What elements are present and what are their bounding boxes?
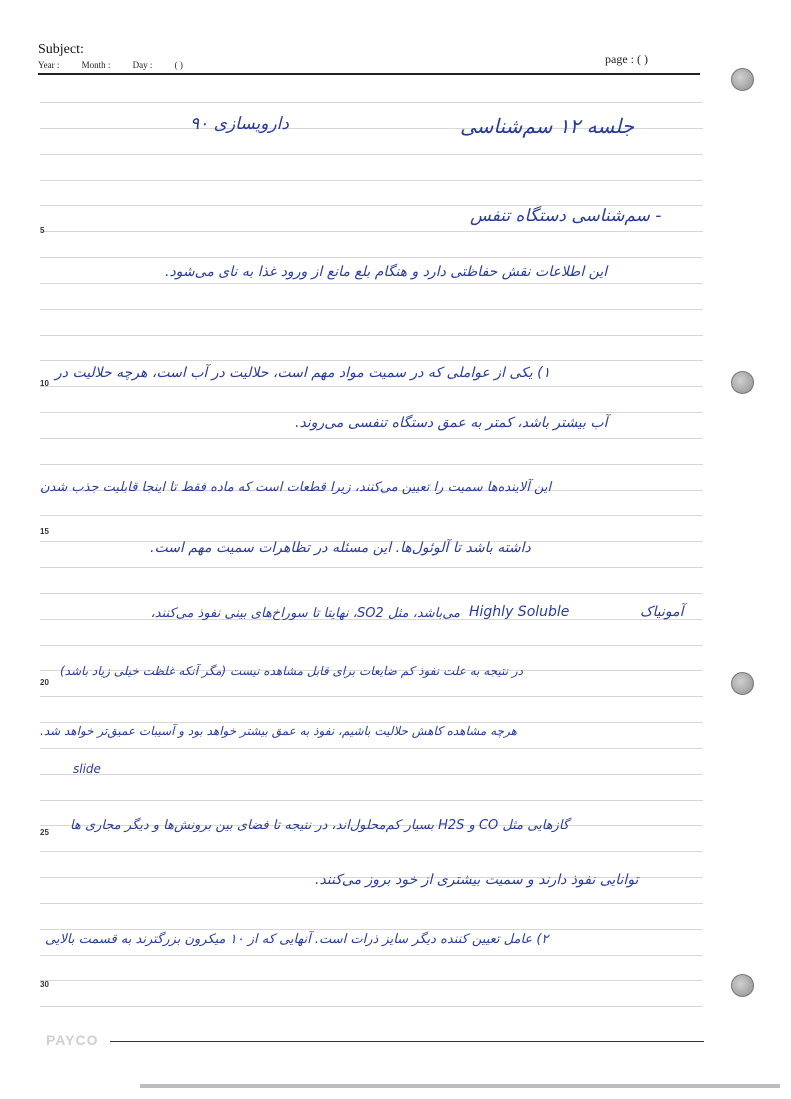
ruled-line — [40, 438, 703, 439]
ruled-line — [40, 386, 703, 387]
ruled-line — [40, 360, 703, 361]
handwritten-date: دارویسازی ۹۰ — [190, 114, 289, 134]
binder-hole — [731, 68, 754, 91]
line-number-10: 10 — [40, 379, 49, 388]
line-number-20: 20 — [40, 678, 49, 687]
subject-label: Subject: — [38, 42, 84, 57]
ruled-line — [40, 774, 703, 775]
year-label: Year : — [38, 60, 60, 70]
handwritten-line: ۱) یکی از عواملی که در سمیت مواد مهم است، حلالیت در آب است، هرچه حلالیت در — [55, 365, 551, 381]
ruled-line — [40, 593, 703, 594]
binder-hole — [731, 974, 754, 997]
handwritten-line: گازهایی مثل CO و H2S بسیار کم‌محلول‌اند، در نتیجه تا فضای بین برونش‌ها و دیگر مجاری ها — [70, 818, 569, 833]
handwritten-line: ۲) عامل تعیین کننده دیگر سایز ذرات است. آنهایی که از ۱۰ میکرون بزرگترند به قسمت بالایی — [45, 932, 549, 947]
ruled-line — [40, 309, 703, 310]
ruled-line — [40, 1006, 703, 1007]
ruled-line — [40, 955, 703, 956]
handwritten-line: داشته باشد تا آلوئول‌ها. این مسئله در تظاهرات سمیت مهم است. — [150, 540, 531, 556]
ruled-line — [40, 412, 703, 413]
ruled-line — [40, 696, 703, 697]
ruled-line — [40, 464, 703, 465]
line-number-30: 30 — [40, 980, 49, 989]
handwritten-line: می‌باشد، مثل SO2، نهایتاً تا سوراخ‌های بینی نفوذ می‌کنند، — [150, 606, 460, 621]
handwritten-line: این اطلاعات نقش حفاظتی دارد و هنگام بلع مانع از ورود غذا به نای می‌شود. — [165, 264, 608, 280]
handwritten-note-slide: slide — [73, 762, 101, 776]
ruled-line — [40, 283, 703, 284]
day-parens: ( ) — [174, 60, 183, 70]
ruled-line — [40, 722, 703, 723]
handwritten-word: آمونیاک — [640, 604, 684, 620]
month-label: Month : — [81, 60, 111, 70]
handwritten-line: آب بیشتر باشد، کمتر به عمق دستگاه تنفسی می‌روند. — [295, 415, 608, 431]
ruled-line — [40, 257, 703, 258]
ruled-line — [40, 748, 703, 749]
ruled-line — [40, 903, 703, 904]
line-number-25: 25 — [40, 828, 49, 837]
ruled-line — [40, 800, 703, 801]
binder-hole — [731, 672, 754, 695]
ruled-line — [40, 335, 703, 336]
handwritten-title: جلسه ۱۲ سم‌شناسی — [460, 114, 635, 138]
line-number-15: 15 — [40, 527, 49, 536]
handwritten-line: این آلاینده‌ها سمیت را تعیین می‌کنند، زیرا قطعات است که ماده فقط تا اینجا قابلیت جذب شدن — [40, 480, 552, 495]
ruled-line — [40, 645, 703, 646]
ruled-line — [40, 851, 703, 852]
footer-rule — [110, 1041, 704, 1042]
header-rule — [38, 73, 700, 75]
line-number-5: 5 — [40, 226, 45, 235]
ruled-line — [40, 102, 703, 103]
ruled-line — [40, 929, 703, 930]
handwritten-line: هرچه مشاهده کاهش حلالیت باشیم، نفوذ به عمق بیشتر خواهد بود و آسیبات عمیق‌تر خواهد شد. — [40, 724, 517, 738]
ruled-line — [40, 231, 703, 232]
handwritten-line: توانایی نفوذ دارند و سمیت بیشتری از خود بروز می‌کنند. — [315, 872, 639, 888]
ruled-line — [40, 180, 703, 181]
page-number-label: page : ( ) — [605, 52, 648, 66]
date-fields — [38, 60, 203, 70]
ruled-line — [40, 154, 703, 155]
brand-logo: PAYCO — [46, 1032, 99, 1048]
ruled-line — [40, 567, 703, 568]
page-header — [38, 42, 703, 76]
ruled-line — [40, 980, 703, 981]
handwritten-line: در نتیجه به علت نفوذ کم ضایعات برای قابل مشاهده نیست (مگر آنکه غلظت خیلی زیاد باشد) — [60, 664, 524, 678]
handwritten-heading: - سم‌شناسی دستگاه تنفس — [470, 206, 662, 226]
day-label: Day : — [132, 60, 153, 70]
handwritten-english-term: Highly Soluble — [469, 604, 570, 620]
page-edge-shadow — [140, 1084, 780, 1088]
binder-hole — [731, 371, 754, 394]
ruled-line — [40, 515, 703, 516]
